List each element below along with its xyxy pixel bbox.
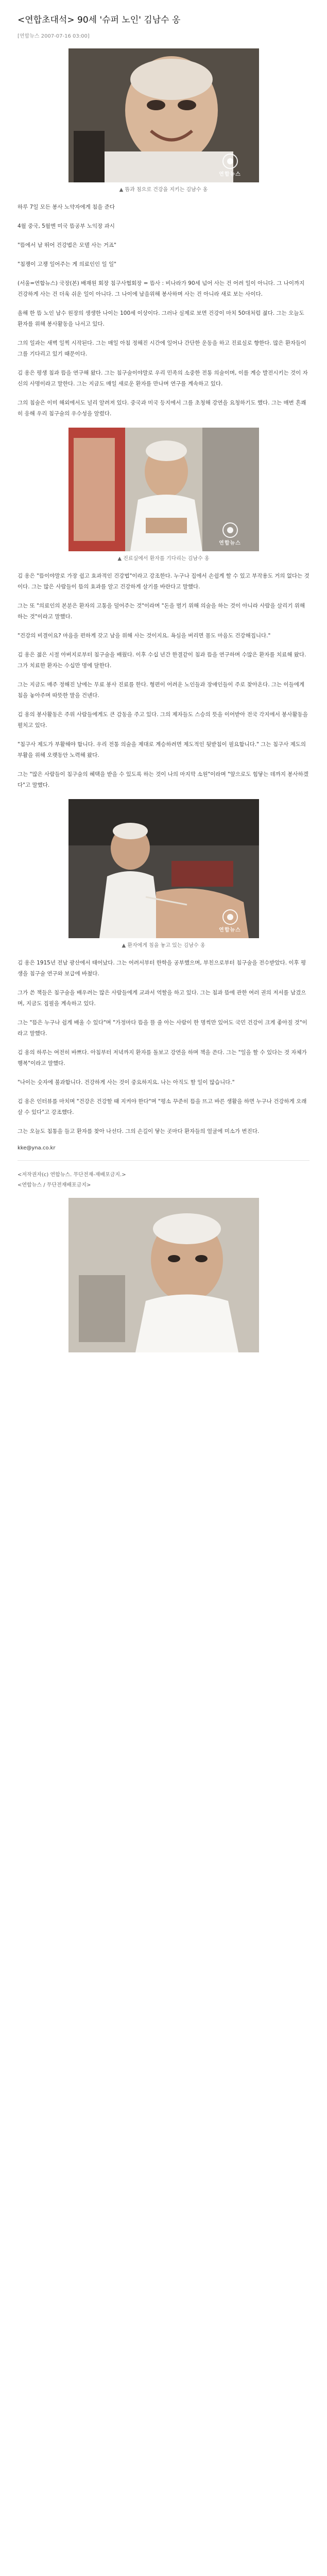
paragraph: 올해 한 뜸 노인 남수 원장의 생생한 나이는 100세 이상이다. 그러나 실제로 보면 건강이 마치 50대처럼 젊다. 그는 오늘도 환자를 위해 봉사활동을 나서고 있다.	[18, 310, 304, 327]
figure-4	[18, 1198, 309, 1352]
watermark-logo-icon	[222, 153, 238, 170]
article-title: <연합초대석> 90세 '슈퍼 노인' 김남수 옹	[18, 15, 181, 25]
paragraph: 김 옹의 하루는 여전히 바쁘다. 아침부터 저녁까지 환자를 돌보고 강연을 하며 책을 쓴다. 그는 "일을 할 수 있다는 것 자체가 행복"이라고 말했다.	[18, 1049, 307, 1066]
figure-2	[18, 428, 309, 563]
paragraph: 그는 "많은 사람들이 침구술의 혜택을 받을 수 있도록 하는 것이 나의 마지막 소원"이라며 "앞으로도 힘닿는 데까지 봉사하겠다"고 말했다.	[18, 771, 308, 788]
photo-2-caption: ▲ 진료실에서 환자를 기다리는 김남수 옹	[117, 555, 210, 562]
watermark-text: 연합뉴스	[219, 927, 241, 933]
paragraph: "침구사 제도가 부활해야 합니다. 우리 전통 의술을 제대로 계승하려면 제도적인 뒷받침이 필요합니다." 그는 침구사 제도의 부활을 위해 오랫동안 노력해 왔다.	[18, 741, 306, 758]
paragraph: 하루 7일 모든 봉사 노약자에게 침을 준다	[18, 204, 115, 210]
article-byline: [연합뉴스 2007-07-16 03:00]	[18, 33, 90, 39]
paragraph: (서울=연합뉴스) 국장(본) 배재원 회장 침구사협회장 = 뜸사 : 비나라가 90세 넘어 사는 건 어려 일이 아니다. 그 나이까지 건강하게 사는 건 더욱 쉬운 일이 아니다. 그 나이에 남을위해 봉사하며 사는 건 아니라 새로 보는 사이다.	[18, 280, 305, 297]
figure-3	[18, 799, 309, 950]
footer-line: <연합뉴스 / 무단전재배포금지>	[18, 1182, 91, 1188]
paragraph: 4월 중국, 5월엔 미국 뜸공부 노익장 과시	[18, 223, 115, 229]
watermark	[206, 153, 254, 177]
paragraph: 김 옹은 인터뷰를 마치며 "건강은 건강할 때 지켜야 한다"며 "평소 꾸준히 뜸을 뜨고 바른 생활을 하면 누구나 건강하게 오래 살 수 있다"고 강조했다.	[18, 1098, 307, 1115]
photo-1	[68, 48, 259, 182]
paragraph: 김 옹은 "뜸이야말로 가장 쉽고 효과적인 건강법"이라고 강조한다. 누구나 집에서 손쉽게 할 수 있고 부작용도 거의 없다는 것이다. 그는 많은 사람들이 뜸의 효과를 알고 건강하게 살기를 바란다고 말했다.	[18, 572, 309, 590]
paragraph: 김 옹은 평생 침과 뜸을 연구해 왔다. 그는 침구술이야말로 우리 민족의 소중한 전통 의술이며, 이를 계승 발전시키는 것이 자신의 사명이라고 말한다. 그는 지금도 매일 새로운 환자를 만나며 연구를 계속하고 있다.	[18, 369, 308, 387]
paragraph: 김 옹은 1915년 전남 광산에서 태어났다. 그는 어려서부터 한학을 공부했으며, 부친으로부터 침구술을 전수받았다. 이후 평생을 침구술 연구와 보급에 바쳤다.	[18, 959, 306, 977]
paragraph: 그는 지금도 매주 정해진 날에는 무료 봉사 진료를 한다. 형편이 어려운 노인들과 장애인들이 주로 찾아온다. 그는 이들에게 침을 놓아주며 따뜻한 말을 건넨다.	[18, 681, 305, 699]
watermark-text: 연합뉴스	[219, 540, 241, 546]
paragraph: 그는 또 "의료인의 본분은 환자의 고통을 덜어주는 것"이라며 "돈을 벌기 위해 의술을 하는 것이 아니라 사람을 살리기 위해 하는 것"이라고 말했다.	[18, 602, 305, 620]
paragraph: 그의 침술은 이미 해외에서도 널리 알려져 있다. 중국과 미국 등지에서 그를 초청해 강연을 요청하기도 했다. 그는 매번 흔쾌히 응해 우리 침구술의 우수성을 알렸다.	[18, 399, 306, 417]
paragraph: "뜸에서 남 뛰어 건강법은 모델 사는 거죠"	[18, 242, 116, 248]
photo-4	[68, 1198, 259, 1352]
paragraph: 김 옹은 젊은 시절 아버지로부터 침구술을 배웠다. 이후 수십 년간 한결같이 침과 뜸을 연구하며 수많은 환자를 치료해 왔다. 그가 치료한 환자는 수십만 명에 달한다.	[18, 651, 306, 669]
photo-1-caption: ▲ 뜸과 침으로 건강을 지키는 김남수 옹	[119, 187, 208, 193]
reporter-email: kke@yna.co.kr	[18, 1145, 56, 1151]
watermark-text: 연합뉴스	[219, 171, 241, 177]
paragraph: 그는 오늘도 침통을 들고 환자를 찾아 나선다. 그의 손길이 닿는 곳마다 환자들의 얼굴에 미소가 번진다.	[18, 1128, 260, 1134]
footer-line: <저작권자(c) 연합뉴스. 무단전재-재배포금지.>	[18, 1172, 126, 1178]
watermark-logo-icon	[222, 522, 238, 538]
paragraph: 그의 일과는 새벽 일찍 시작된다. 그는 매일 아침 정해진 시간에 일어나 간단한 운동을 하고 진료실로 향한다. 많은 환자들이 그를 기다리고 있기 때문이다.	[18, 340, 306, 357]
photo-3	[68, 799, 259, 938]
divider	[18, 1160, 309, 1161]
photo-4-image	[68, 1198, 259, 1352]
photo-3-caption: ▲ 환자에게 침을 놓고 있는 김남수 옹	[122, 942, 205, 948]
photo-2	[68, 428, 259, 551]
watermark	[206, 909, 254, 933]
paragraph: "나이는 숫자에 불과합니다. 건강하게 사는 것이 중요하지요. 나는 아직도 할 일이 많습니다."	[18, 1079, 235, 1086]
watermark-logo-icon	[222, 909, 238, 925]
paragraph: 그는 "뜸은 누구나 쉽게 배울 수 있다"며 "가정마다 뜸을 뜰 줄 아는 사람이 한 명씩만 있어도 국민 건강이 크게 좋아질 것"이라고 말했다.	[18, 1019, 307, 1037]
paragraph: "침쟁이 고쟁 일어주는 게 의료인인 일 일"	[18, 261, 116, 267]
figure-1	[18, 48, 309, 194]
watermark	[206, 522, 254, 546]
paragraph: "건강의 비결이요? 마음을 편하게 갖고 남을 위해 사는 것이지요. 욕심을 버리면 몸도 마음도 건강해집니다."	[18, 632, 271, 639]
paragraph: 그가 쓴 책들은 침구술을 배우려는 많은 사람들에게 교과서 역할을 하고 있다. 그는 침과 뜸에 관한 여러 권의 저서를 남겼으며, 지금도 집필을 계속하고 있다.	[18, 989, 306, 1007]
paragraph: 김 옹의 봉사활동은 주위 사람들에게도 큰 감동을 주고 있다. 그의 제자들도 스승의 뜻을 이어받아 전국 각지에서 봉사활동을 펼치고 있다.	[18, 711, 308, 728]
